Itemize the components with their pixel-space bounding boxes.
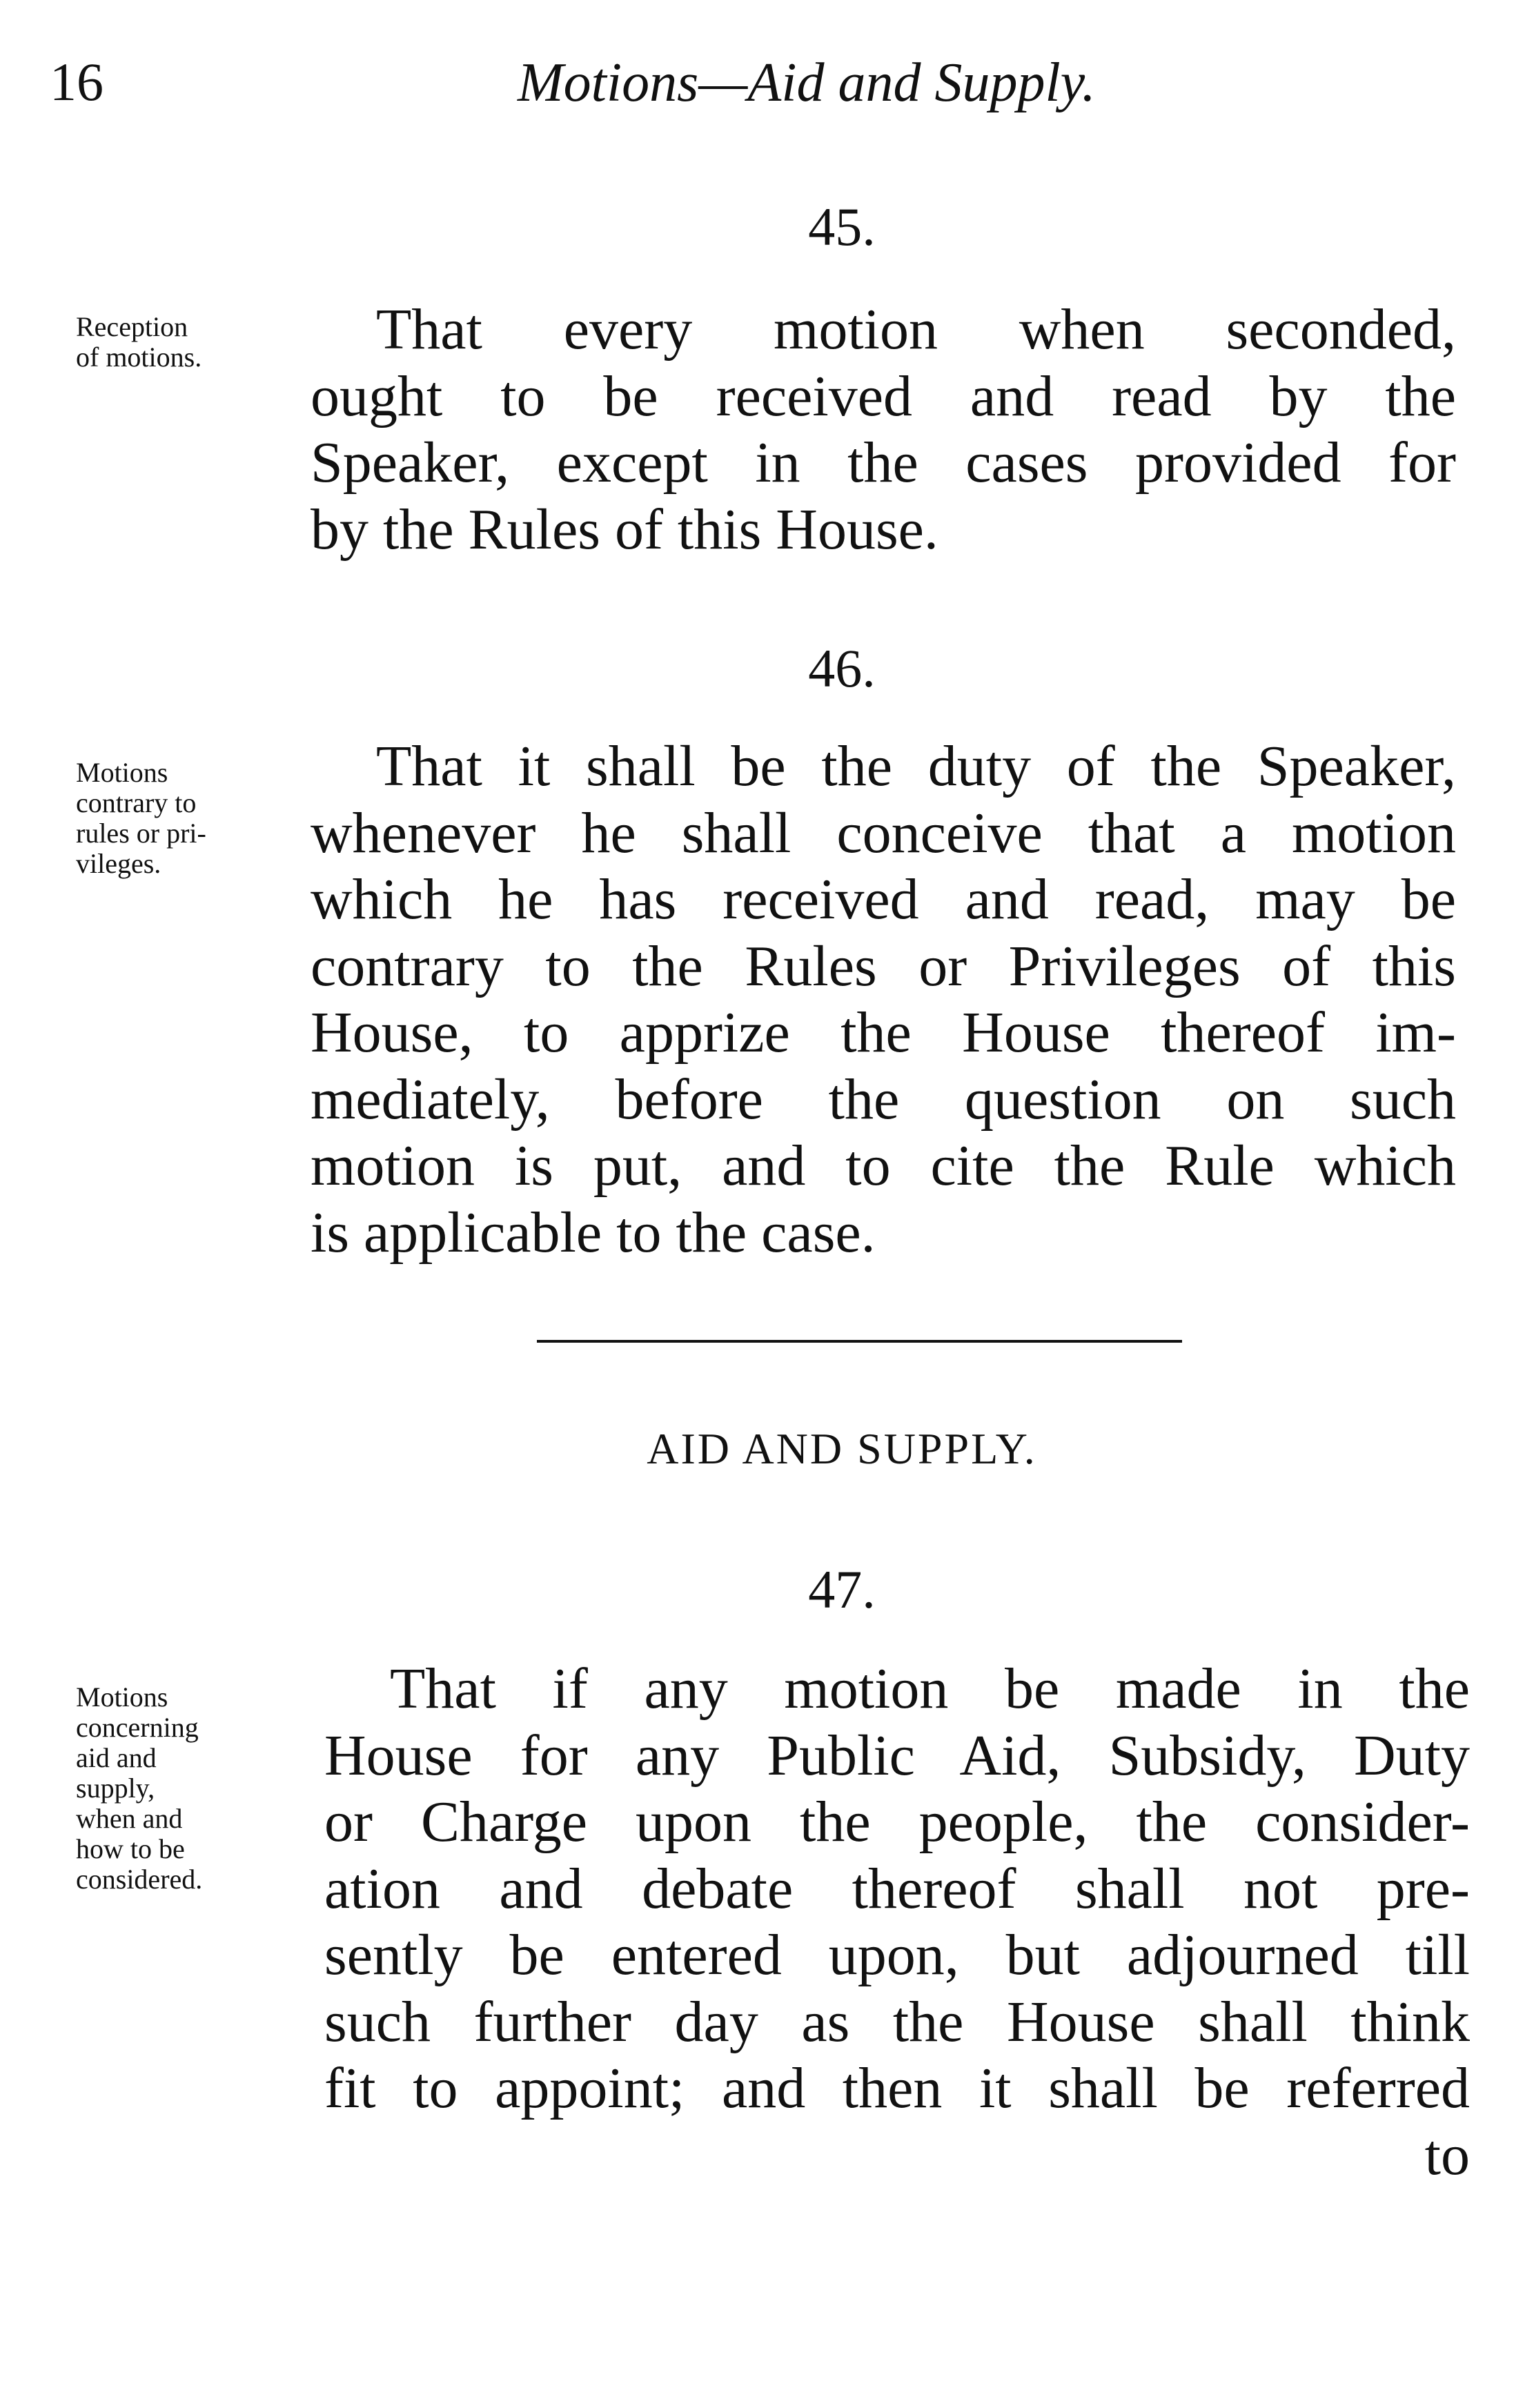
text-line: sently be entered upon, but adjourned till — [324, 1923, 1470, 1987]
text-line: contrary to the Rules or Privileges of this — [311, 934, 1456, 998]
text-line: whenever he shall conceive that a motion — [311, 800, 1456, 865]
rule-text — [311, 733, 1456, 1266]
running-title: Motions—Aid and Supply. — [518, 52, 1096, 113]
margin-note-line: when and — [76, 1803, 183, 1834]
catchword: to — [1424, 2122, 1470, 2187]
margin-note-line: concerning — [76, 1712, 199, 1743]
margin-note-line: contrary to — [76, 787, 197, 818]
text-line: which he has received and read, may be — [311, 867, 1456, 931]
text-line: That every motion when seconded, — [376, 297, 1456, 362]
text-line: motion is put, and to cite the Rule which — [311, 1134, 1456, 1198]
margin-note-line: aid and — [76, 1742, 157, 1773]
text-line: Speaker, except in the cases provided for — [311, 431, 1456, 495]
text-line: ought to be received and read by the — [311, 364, 1456, 428]
margin-note-line: Reception — [76, 311, 188, 342]
rule-text — [324, 1656, 1470, 2189]
text-line: such further day as the House shall think — [324, 1989, 1470, 2054]
margin-note — [76, 312, 304, 373]
text-line: That if any motion be made in the — [390, 1657, 1470, 1721]
margin-note-line: supply, — [76, 1773, 155, 1804]
margin-note — [76, 758, 304, 879]
margin-note-line: Motions — [76, 1681, 168, 1713]
section-divider — [537, 1340, 1182, 1343]
margin-note-line: considered. — [76, 1864, 203, 1895]
margin-note-line: rules or pri- — [76, 818, 206, 849]
rule-number: 47. — [808, 1559, 876, 1619]
text-line: That it shall be the duty of the Speaker, — [376, 734, 1456, 798]
margin-note-line: Motions — [76, 757, 168, 788]
margin-note-line: vileges. — [76, 848, 161, 879]
text-line: fit to appoint; and then it shall be referred — [324, 2056, 1470, 2120]
text-line: or Charge upon the people, the consider- — [324, 1790, 1470, 1854]
section-heading: AID AND SUPPLY. — [647, 1424, 1037, 1473]
text-line: by the Rules of this House. — [311, 497, 938, 562]
margin-note-line: of motions. — [76, 342, 202, 373]
text-line: ation and debate thereof shall not pre- — [324, 1856, 1470, 1921]
margin-note — [76, 1682, 304, 1895]
rule-number: 46. — [808, 638, 876, 698]
rule-number: 45. — [808, 197, 876, 257]
page-number: 16 — [50, 52, 104, 112]
text-line: House for any Public Aid, Subsidy, Duty — [324, 1723, 1470, 1788]
margin-note-line: how to be — [76, 1833, 185, 1864]
text-line: House, to apprize the House thereof im- — [311, 1000, 1456, 1065]
text-line: mediately, before the question on such — [311, 1067, 1456, 1132]
rule-text — [311, 297, 1456, 563]
text-line: is applicable to the case. — [311, 1200, 876, 1265]
